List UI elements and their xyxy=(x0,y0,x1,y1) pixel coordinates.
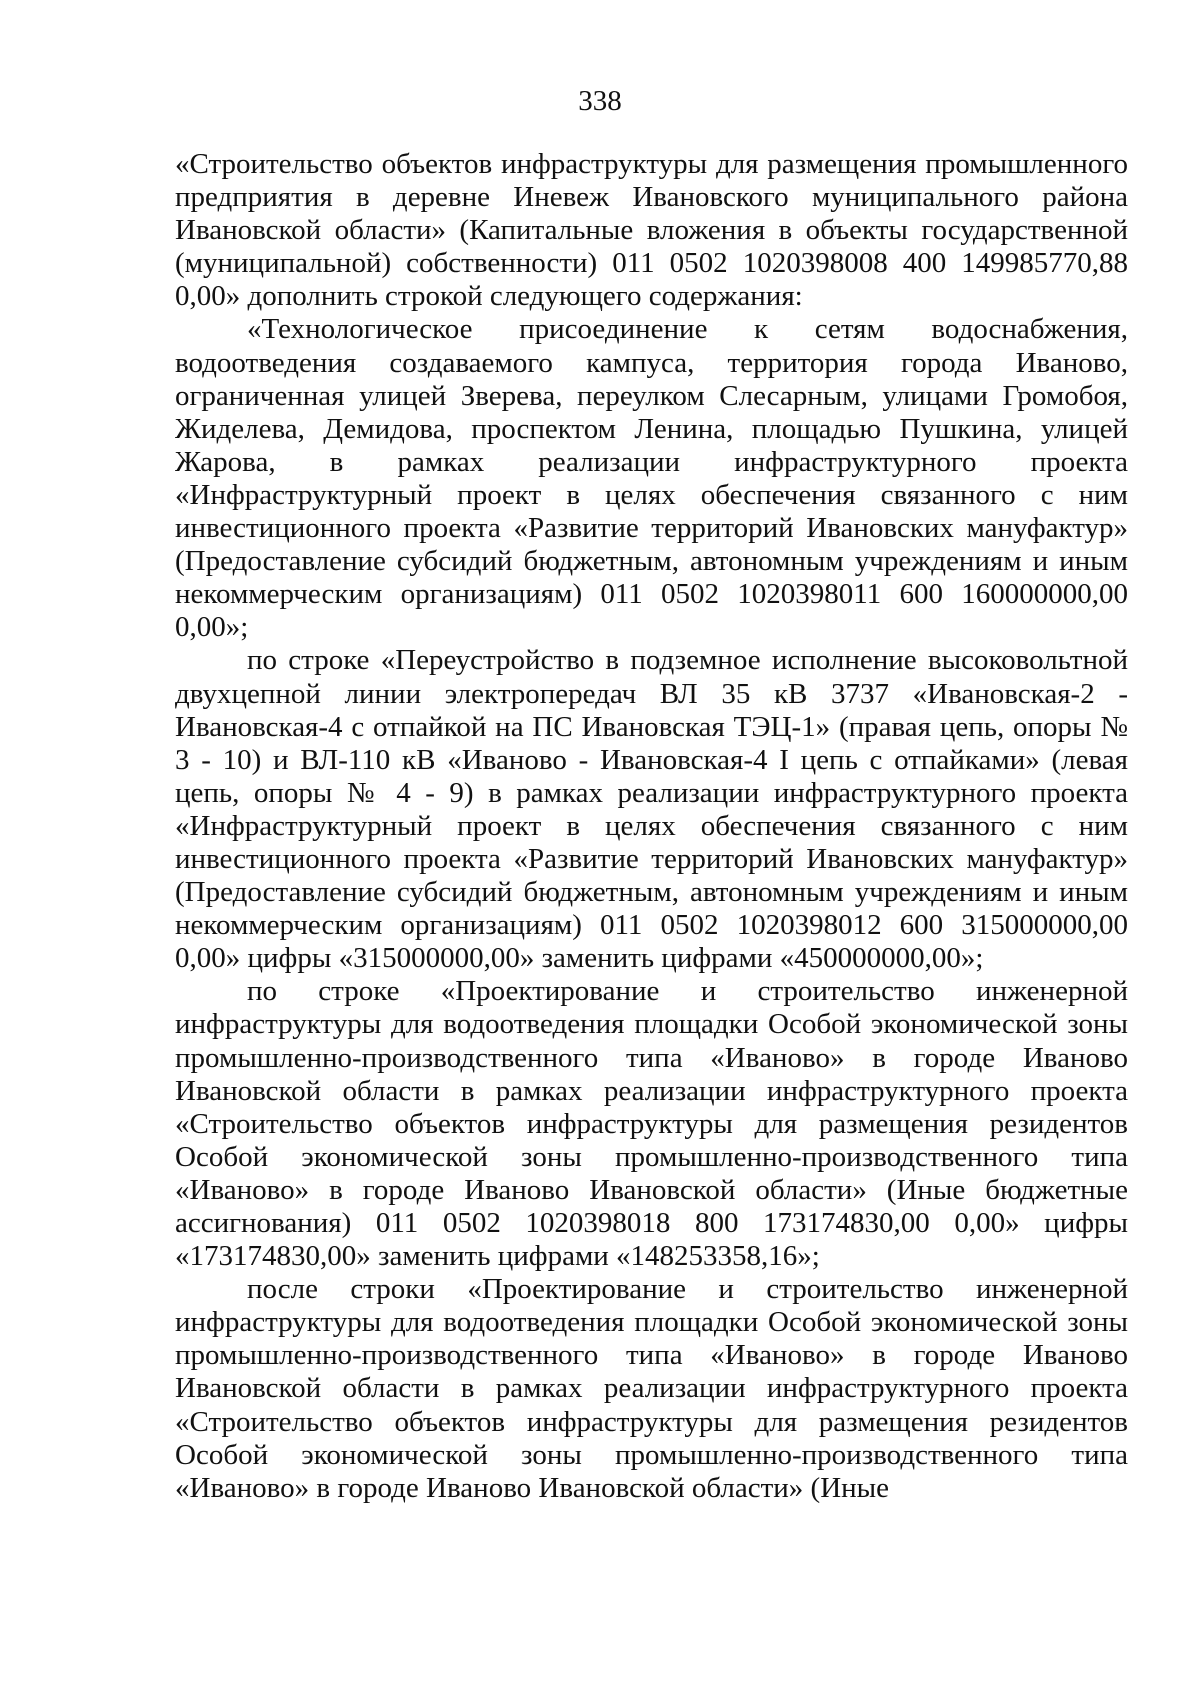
paragraph-technological-connection: «Технологическое присоединение к сетям водоснабжения, водоотведения создаваемого кампуса, территория города Иваново, ограниченная улицей Зверева, переулком Слесарным, улицами Громобоя, Жиделева, Демидова, проспектом Ленина, площадью Пушкина, улицей Жарова, в рамках реализации инфраструктурного проекта «Инфраструктурный проект в целях обеспечения связанного с ним инвестиционного проекта «Развитие территорий Ивановских мануфактур» (Предоставление субсидий бюджетным, автономным учреждениям и иным некоммерческим организациям) 011 0502 1020398011 600 160000000,00 0,00»; xyxy=(175,313,1128,644)
paragraph-engineering-infrastructure: по строке «Проектирование и строительство инженерной инфраструктуры для водоотведения площадки Особой экономической зоны промышленно-производственного типа «Иваново» в городе Иваново Ивановской области в рамках реализации инфраструктурного проекта «Строительство объектов инфраструктуры для размещения резидентов Особой экономической зоны промышленно-производственного типа «Иваново» в городе Иваново Ивановской области» (Иные бюджетные ассигнования) 011 0502 1020398018 800 173174830,00 0,00» цифры «173174830,00» заменить цифрами «148253358,16»; xyxy=(175,975,1128,1273)
paragraph-power-line-reconstruction: по строке «Переустройство в подземное исполнение высоковольтной двухцепной линии электропередач ВЛ 35 кВ 3737 «Ивановская-2 - Ивановская-4 с отпайкой на ПС Ивановская ТЭЦ-1» (правая цепь, опоры № 3 - 10) и ВЛ-110 кВ «Иваново - Ивановская-4 I цепь с отпайками» (левая цепь, опоры № 4 - 9) в рамках реализации инфраструктурного проекта «Инфраструктурный проект в целях обеспечения связанного с ним инвестиционного проекта «Развитие территорий Ивановских мануфактур» (Предоставление субсидий бюджетным, автономным учреждениям и иным некоммерческим организациям) 011 0502 1020398012 600 315000000,00 0,00» цифры «315000000,00» заменить цифрами «450000000,00»; xyxy=(175,644,1128,975)
document-body xyxy=(175,148,1128,1505)
page-number: 338 xyxy=(578,85,622,117)
paragraph-intro: «Строительство объектов инфраструктуры для размещения промышленного предприятия в деревне Иневеж Ивановского муниципального района Ивановской области» (Капитальные вложения в объекты государственной (муниципальной) собственности) 011 0502 1020398008 400 149985770,88 0,00» дополнить строкой следующего содержания: xyxy=(175,148,1128,313)
paragraph-after-row: после строки «Проектирование и строительство инженерной инфраструктуры для водоотведения площадки Особой экономической зоны промышленно-производственного типа «Иваново» в городе Иваново Ивановской области в рамках реализации инфраструктурного проекта «Строительство объектов инфраструктуры для размещения резидентов Особой экономической зоны промышленно-производственного типа «Иваново» в городе Иваново Ивановской области» (Иные xyxy=(175,1273,1128,1504)
